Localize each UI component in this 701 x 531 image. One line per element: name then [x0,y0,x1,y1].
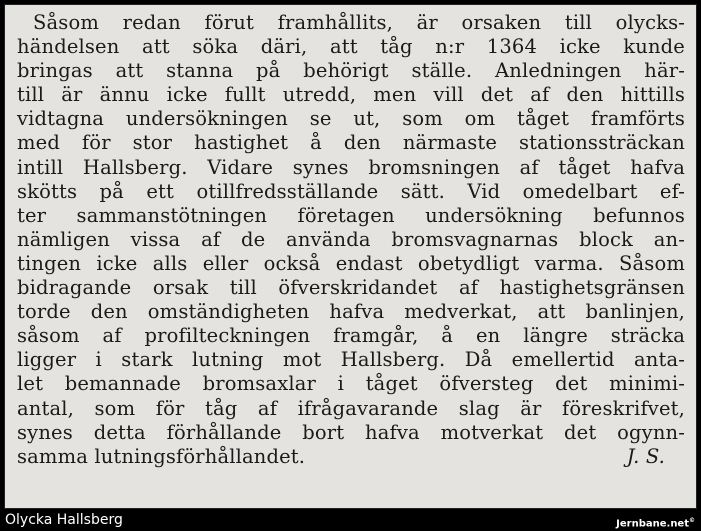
text-line: ter sammanstötningen företagen undersökning befunnos [17,203,685,227]
text-line: torde den omständigheten hafva medverkat, att banlinjen, [17,300,685,324]
site-brand [616,514,695,531]
text-line-last [17,445,685,469]
text-line: intill Hallsberg. Vidare synes bromsningen af tåget hafva [17,155,685,179]
signature: J. S. [626,444,665,468]
scanned-document [4,4,697,509]
text-line: vidtagna undersökningen se ut, som om tåget framförts [17,107,685,131]
text-line: bringas att stanna på behörigt ställe. Anledningen här- [17,59,685,83]
text-line: såsom af profilteckningen framgår, å en längre sträcka [17,324,685,348]
copyright-mark: © [689,517,695,524]
text-line: till är ännu icke fullt utredd, men vill det af den hittills [17,83,685,107]
text-line: Såsom redan förut framhållits, är orsaken till olycks- [33,11,685,34]
text-line: skötts på ett otillfredsställande sätt. Vid omedelbart ef- [17,179,685,203]
footer-bar [0,509,701,531]
text-line: med för stor hastighet å den närmaste stationssträckan [17,131,685,155]
text-line: antal, som för tåg af ifrågavarande slag är föreskrifvet, [17,396,685,420]
text-line: synes detta förhållande bort hafva motverkat det ogynn- [17,420,685,444]
text-line: tingen icke alls eller också endast obetydligt varma. Såsom [17,251,685,275]
text-line: nämligen vissa af de använda bromsvagnarnas block an- [17,227,685,251]
text-line: händelsen att söka däri, att tåg n:r 1364 icke kunde [17,35,685,59]
text-line: bidragande orsak till öfverskridandet af hastighetsgränsen [17,276,685,300]
last-line-text: samma lutningsförhållandet. [17,444,306,468]
text-line: ligger i stark lutning mot Hallsberg. Då emellertid anta- [17,348,685,372]
article-text [17,11,685,469]
brand-name: Jernbane.net [616,518,689,530]
image-caption: Olycka Hallsberg [5,512,123,528]
text-line: let bemannade bromsaxlar i tåget öfversteg det minimi- [17,372,685,396]
